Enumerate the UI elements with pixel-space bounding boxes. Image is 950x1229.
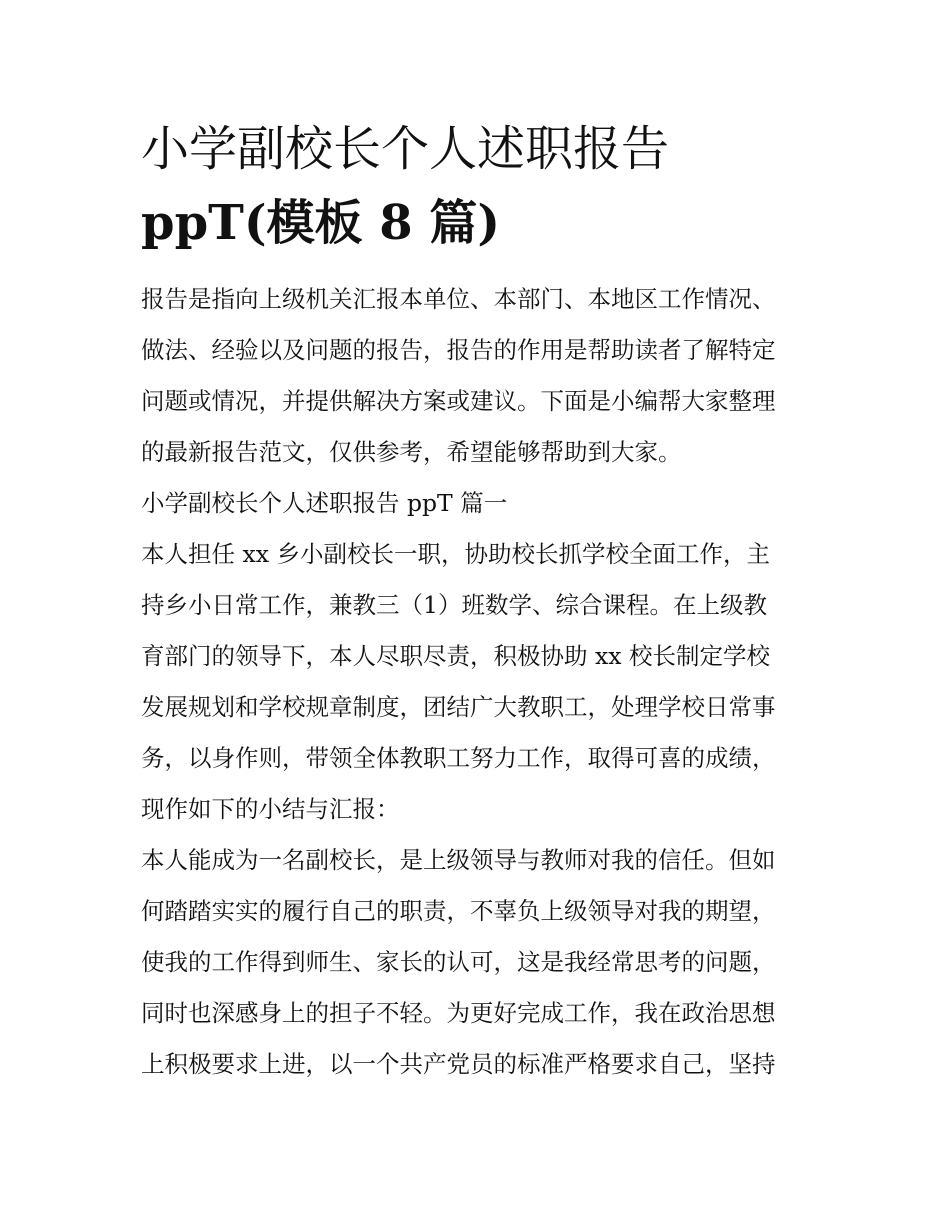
body-line: 何踏踏实实的履行自己的职责，不辜负上级领导对我的期望，: [141, 897, 776, 925]
body-line: 持乡小日常工作，兼教三（1）班数学、综合课程。在上级教: [141, 591, 767, 619]
body-line: 报告是指向上级机关汇报本单位、本部门、本地区工作情况、: [141, 285, 776, 313]
body-line: 本人担任 xx 乡小副校长一职，协助校长抓学校全面工作，主: [141, 540, 770, 568]
body-line: 本人能成为一名副校长，是上级领导与教师对我的信任。但如: [141, 846, 776, 874]
body-line: 的最新报告范文，仅供参考，希望能够帮助到大家。: [141, 438, 682, 466]
section-heading: 小学副校长个人述职报告 ppT 篇一: [141, 489, 508, 517]
document-body: [141, 274, 821, 1090]
body-line: 问题或情况，并提供解决方案或建议。下面是小编帮大家整理: [141, 387, 776, 415]
body-line: 育部门的领导下，本人尽职尽责，积极协助 xx 校长制定学校: [141, 642, 770, 670]
body-line: 同时也深感身上的担子不轻。为更好完成工作，我在政治思想: [141, 999, 776, 1027]
body-line: 使我的工作得到师生、家长的认可，这是我经常思考的问题，: [141, 948, 776, 976]
body-line: 上积极要求上进，以一个共产党员的标准严格要求自己，坚持: [141, 1050, 776, 1078]
body-line: 务，以身作则，带领全体教职工努力工作，取得可喜的成绩，: [141, 744, 776, 772]
title-line-2: ppT(模板 8 篇): [141, 195, 501, 251]
document-title: [141, 112, 821, 260]
body-line: 现作如下的小结与汇报：: [141, 795, 400, 823]
body-line: 做法、经验以及问题的报告，报告的作用是帮助读者了解特定: [141, 336, 776, 364]
body-line: 发展规划和学校规章制度，团结广大教职工，处理学校日常事: [141, 693, 776, 721]
title-line-1: 小学副校长个人述职报告: [141, 121, 670, 177]
